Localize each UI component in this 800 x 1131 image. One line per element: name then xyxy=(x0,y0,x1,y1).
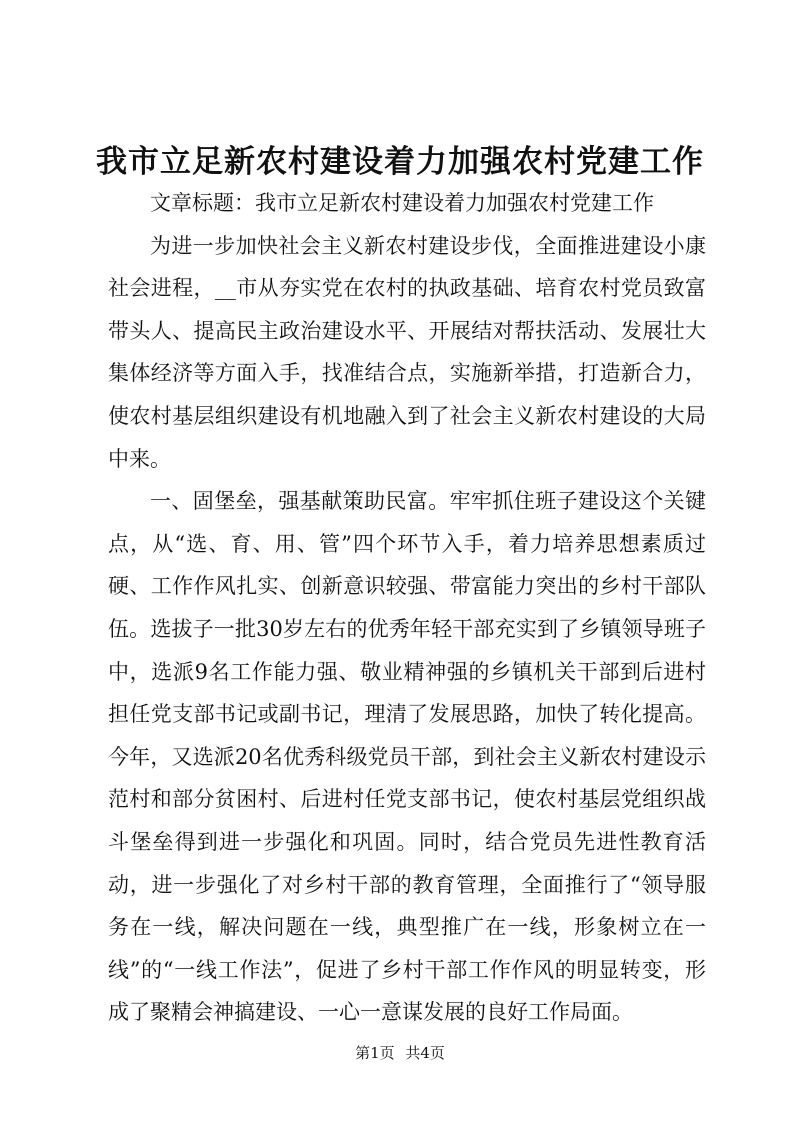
intro-paragraph: 为进一步加快社会主义新农村建设步伐，全面推进建设小康社会进程，__市从夯实党在农村的执政基础、培育农村党员致富带头人、提高民主政治建设水平、开展结对帮扶活动、发展壮大集体经济等方面入手，找准结合点，实施新举措，打造新合力，使农村基层组织建设有机地融入到了社会主义新农村建设的大局中来。 xyxy=(108,233,706,471)
article-title-line: 文章标题：我市立足新农村建设着力加强农村党建工作 xyxy=(150,191,654,215)
page-total: 共4页 xyxy=(405,1044,445,1062)
page-number: 第1页 xyxy=(355,1044,395,1062)
document-body xyxy=(108,182,706,1034)
page-footer xyxy=(0,1043,800,1063)
section-one-paragraph: 一、固堡垒，强基献策助民富。牢牢抓住班子建设这个关键点，从“选、育、用、管”四个环节入手，着力培养思想素质过硬、工作作风扎实、创新意识较强、带富能力突出的乡村干部队伍。选拔子一批30岁左右的优秀年轻干部充实到了乡镇领导班子中，选派9名工作能力强、敬业精神强的乡镇机关干部到后进村担任党支部书记或副书记，理清了发展思路，加快了转化提高。今年，又选派20名优秀科级党员干部，到社会主义新农村建设示范村和部分贫困村、后进村任党支部书记，使农村基层党组织战斗堡垒得到进一步强化和巩固。同时，结合党员先进性教育活动，进一步强化了对乡村干部的教育管理，全面推行了“领导服务在一线，解决问题在一线，典型推广在一线，形象树立在一线”的“一线工作法”，促进了乡村干部工作作风的明显转变，形成了聚精会神搞建设、一心一意谋发展的良好工作局面。 xyxy=(108,489,706,1025)
document-title: 我市立足新农村建设着力加强农村党建工作 xyxy=(96,144,704,180)
